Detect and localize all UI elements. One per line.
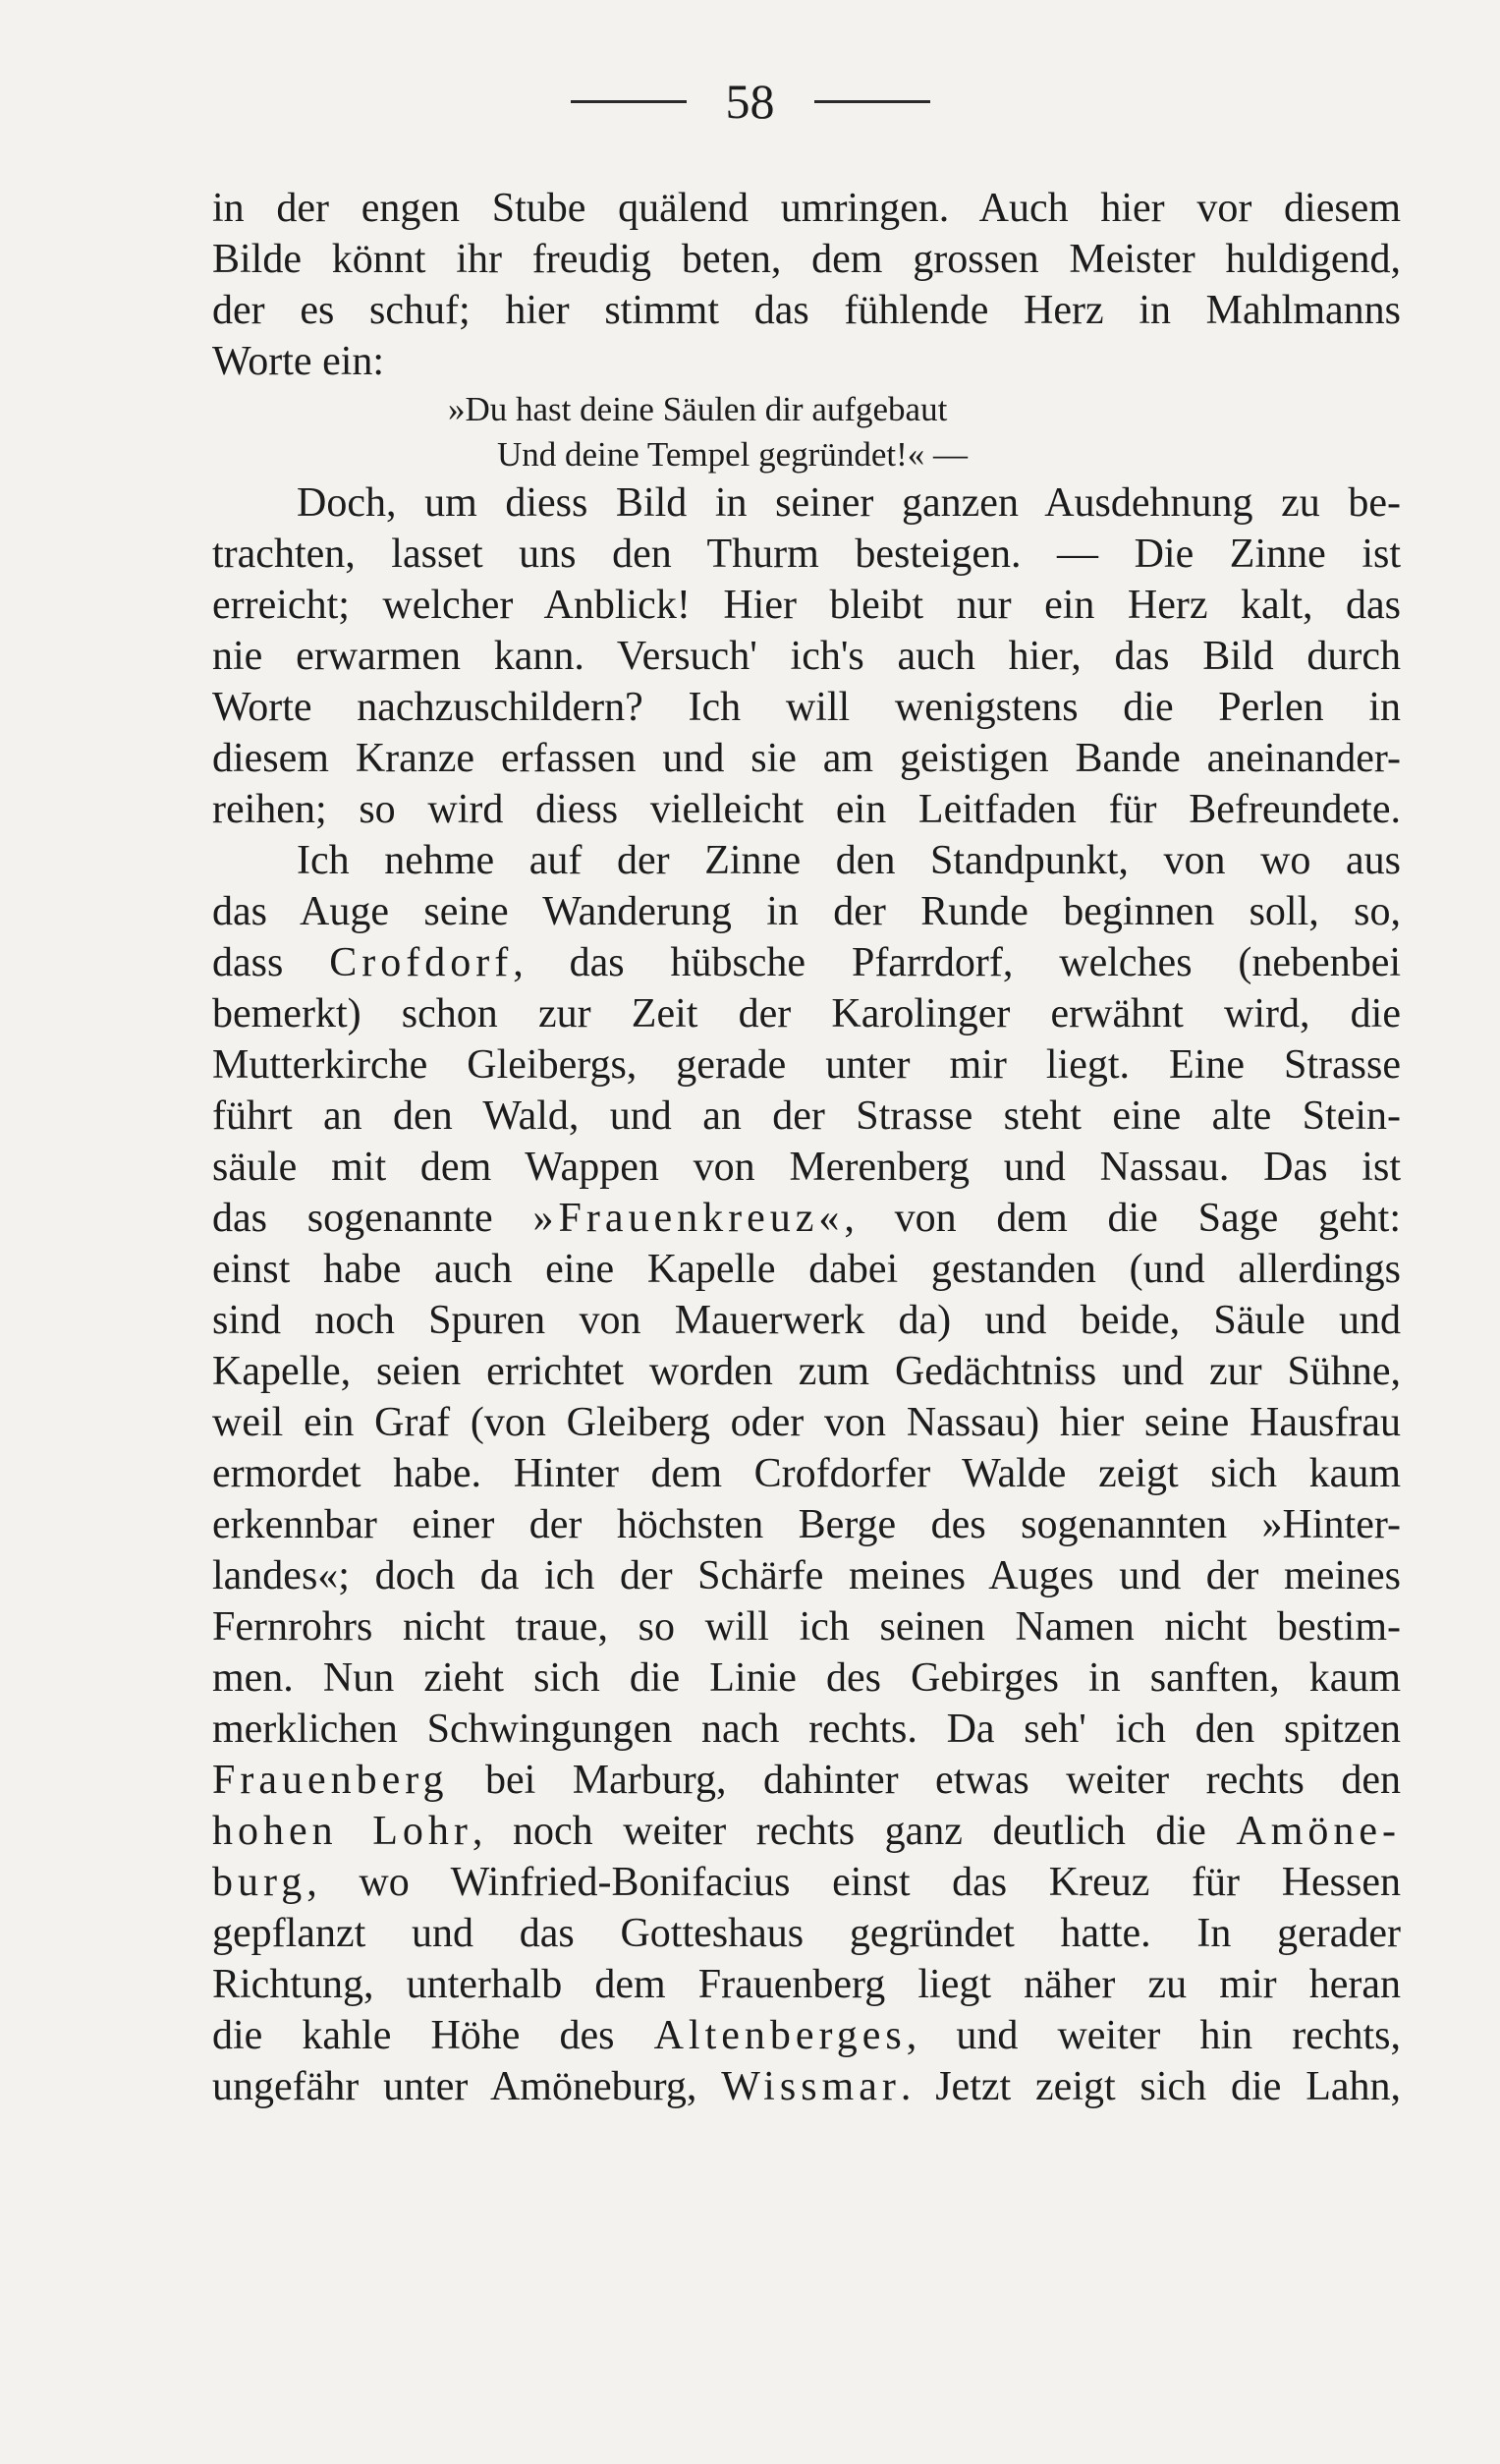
text-line: Worte ein:: [212, 339, 385, 384]
text-line: das Auge seine Wanderung in der Runde beginnen soll, so,: [212, 889, 1401, 934]
text-line: Mutterkirche Gleibergs, gerade unter mir liegt. Eine Strasse: [212, 1042, 1401, 1088]
text-fragment: , noch weiter rechts ganz deutlich die: [472, 1809, 1206, 1854]
text-line: merklichen Schwingungen nach rechts. Da seh' ich den spitzen: [212, 1707, 1401, 1752]
text-line: landes«; doch da ich der Schärfe meines Auges und der meines: [212, 1553, 1401, 1598]
place-name-frauenberg: Frauenberg: [212, 1758, 449, 1803]
text-line: erreicht; welcher Anblick! Hier bleibt nur ein Herz kalt, das: [212, 583, 1401, 628]
text-fragment: ungefähr unter Amöneburg,: [212, 2064, 697, 2109]
place-name-amoeneburg-end: burg: [212, 1860, 307, 1905]
text-line: ermordet habe. Hinter dem Crofdorfer Walde zeigt sich kaum: [212, 1451, 1401, 1496]
text-line: Doch, um diess Bild in seiner ganzen Ausdehnung zu be-: [297, 480, 1401, 526]
text-fragment: , wo Winfried-Bonifacius einst das Kreuz für Hessen: [306, 1860, 1401, 1905]
text-fragment: dass: [212, 940, 284, 985]
text-line: trachten, lasset uns den Thurm besteigen. — Die Zinne ist: [212, 532, 1401, 577]
place-name-frauenkreuz: »Frauenkreuz«: [532, 1196, 845, 1241]
text-line: reihen; so wird diess vielleicht ein Leitfaden für Befreundete.: [212, 787, 1401, 832]
text-fragment: das sogenannte: [212, 1196, 493, 1241]
text-line: Richtung, unterhalb dem Frauenberg liegt näher zu mir heran: [212, 1962, 1401, 2007]
text-line: [212, 2061, 1401, 2112]
text-line: [212, 1857, 1401, 1908]
text-fragment: bei Marburg, dahinter etwas weiter rechts den: [484, 1758, 1401, 1803]
body-text: [212, 183, 1401, 2112]
place-name-crofdorf: Crofdorf: [329, 940, 514, 985]
text-fragment: , von dem die Sage geht:: [844, 1196, 1401, 1241]
header-rule-right: [814, 100, 930, 103]
text-line: erkennbar einer der höchsten Berge des sogenannten »Hinter-: [212, 1502, 1401, 1547]
text-line: sind noch Spuren von Mauerwerk da) und beide, Säule und: [212, 1298, 1401, 1343]
text-fragment: die kahle Höhe des: [212, 2013, 615, 2058]
text-line: bemerkt) schon zur Zeit der Karolinger erwähnt wird, die: [212, 991, 1401, 1036]
text-line: [212, 1193, 1401, 1244]
text-fragment: . Jetzt zeigt sich die Lahn,: [900, 2064, 1402, 2109]
place-name-amoeneburg: Amöne-: [1236, 1809, 1401, 1854]
text-line: [212, 1806, 1401, 1857]
text-line: säule mit dem Wappen von Merenberg und Nassau. Das ist: [212, 1145, 1401, 1190]
text-line: in der engen Stube quälend umringen. Auch hier vor diesem: [212, 186, 1401, 231]
quote-line: Und deine Tempel gegründet!« —: [497, 435, 968, 474]
quote-line: »Du hast deine Säulen dir aufgebaut: [448, 390, 948, 428]
text-line: weil ein Graf (von Gleiberg oder von Nassau) hier seine Hausfrau: [212, 1400, 1401, 1445]
text-line: [212, 1755, 1401, 1806]
text-line: [212, 2010, 1401, 2061]
text-line: einst habe auch eine Kapelle dabei gestanden (und allerdings: [212, 1247, 1401, 1292]
page-number: 58: [725, 74, 775, 129]
text-line: der es schuf; hier stimmt das fühlende Herz in Mahlmanns: [212, 288, 1401, 333]
text-line: Bilde könnt ihr freudig beten, dem grossen Meister huldigend,: [212, 237, 1401, 282]
page-header: [0, 74, 1500, 129]
place-name-wissmar: Wissmar: [721, 2064, 901, 2109]
text-line: men. Nun zieht sich die Linie des Gebirges in sanften, kaum: [212, 1655, 1401, 1701]
header-rule-left: [571, 100, 687, 103]
text-line: nie erwarmen kann. Versuch' ich's auch hier, das Bild durch: [212, 634, 1401, 679]
text-line: diesem Kranze erfassen und sie am geistigen Bande aneinander-: [212, 736, 1401, 781]
place-name-altenberges: Altenberges: [653, 2013, 907, 2058]
text-line: führt an den Wald, und an der Strasse steht eine alte Stein-: [212, 1093, 1401, 1139]
text-line: gepflanzt und das Gotteshaus gegründet hatte. In gerader: [212, 1911, 1401, 1956]
text-line: Kapelle, seien errichtet worden zum Gedächtniss und zur Sühne,: [212, 1349, 1401, 1394]
place-name-hohen-lohr: hohen Lohr: [212, 1809, 472, 1854]
text-fragment: , das hübsche Pfarrdorf, welches (nebenbei: [513, 940, 1401, 985]
text-line: Ich nehme auf der Zinne den Standpunkt, von wo aus: [297, 838, 1401, 883]
text-line: Fernrohrs nicht traue, so will ich seinen Namen nicht bestim-: [212, 1604, 1401, 1650]
text-fragment: , und weiter hin rechts,: [906, 2013, 1402, 2058]
text-line: Worte nachzuschildern? Ich will wenigstens die Perlen in: [212, 685, 1401, 730]
text-line: [212, 937, 1401, 988]
